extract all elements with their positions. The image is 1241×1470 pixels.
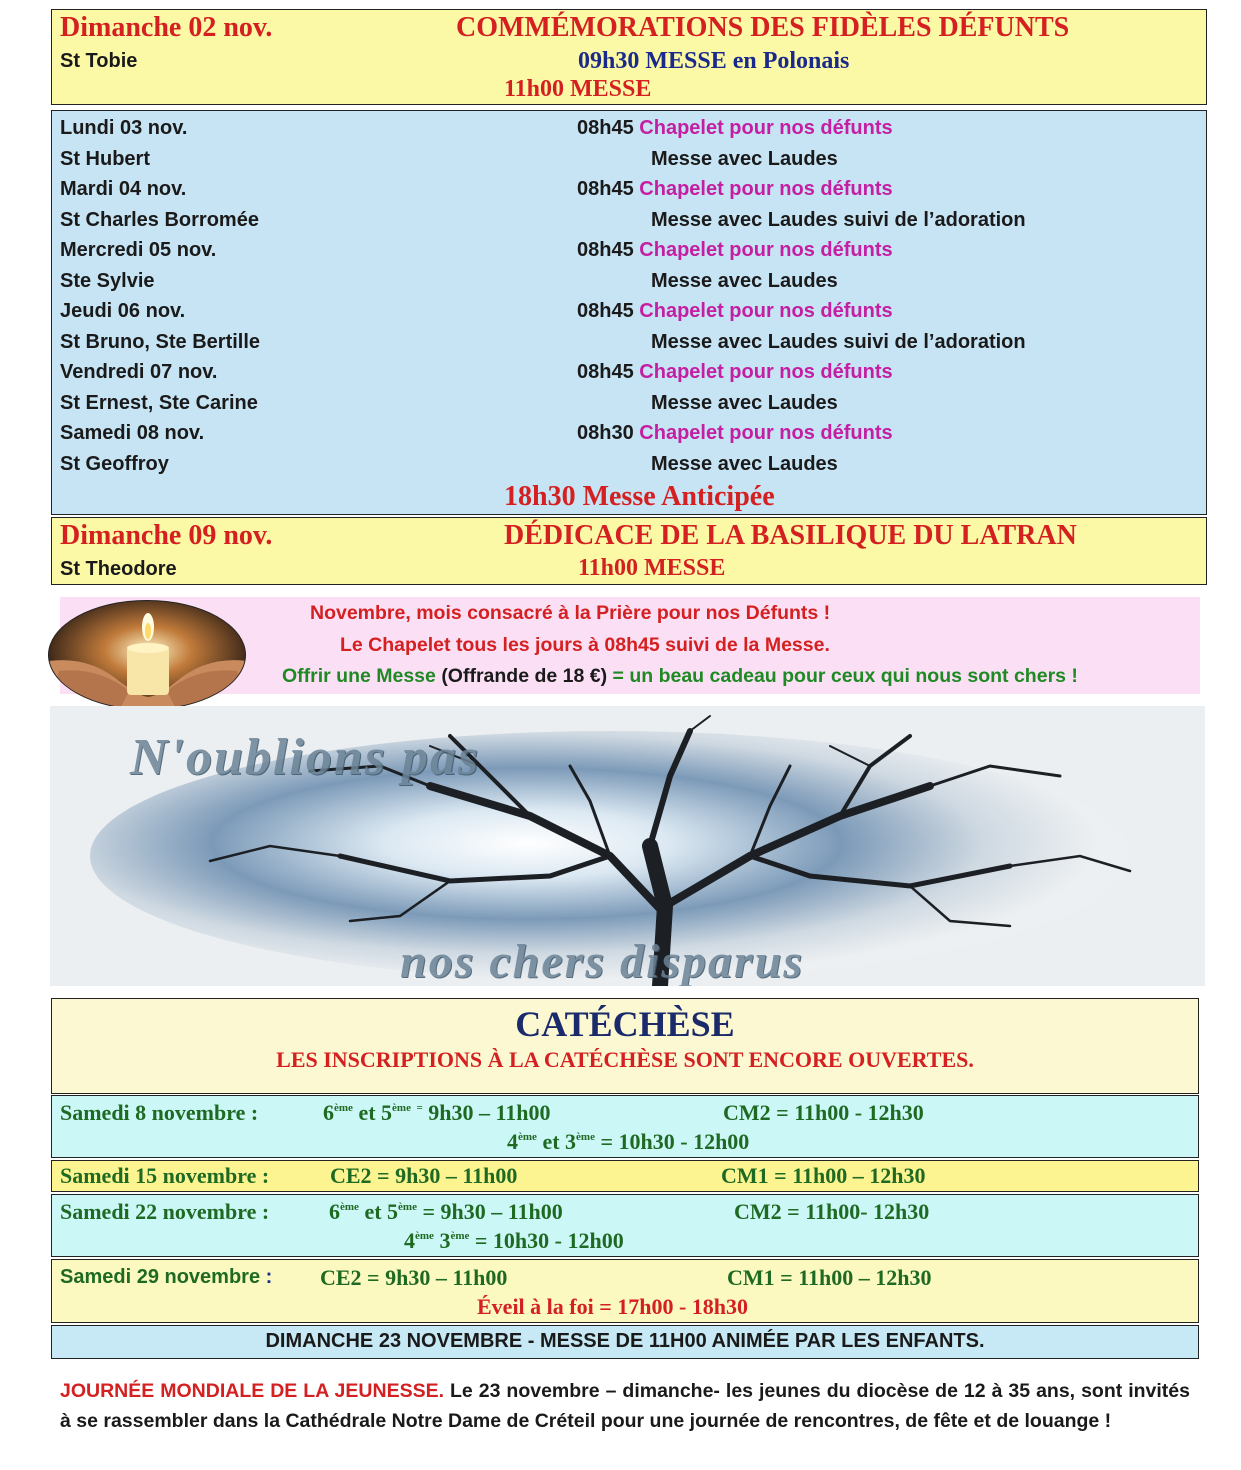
rosary-time-row [577,296,893,326]
mass-label: Messe avec Laudes [651,148,838,170]
sunday-date: Dimanche 09 nov. [60,520,273,551]
weekday-saint: Ste Sylvie [60,270,155,292]
grade-suffix: ème [518,1131,537,1143]
row-date: Samedi 22 novembre : [60,1199,270,1224]
grade-suffix: ème [340,1201,359,1213]
row-groups-2 [507,1129,749,1155]
time-range: = 10h30 - 12h00 [600,1129,750,1154]
jmj-title: JOURNÉE MONDIALE DE LA JEUNESSE. [60,1380,445,1402]
row-cm: CM1 = 11h00 – 12h30 [721,1163,926,1188]
mass-label: Messe avec Laudes suivi de l’adoration [651,209,1026,231]
weekday-schedule [51,110,1207,515]
mass-label: Messe avec Laudes [651,453,838,475]
mass-label: Messe avec Laudes [651,392,838,414]
and-word: et [364,1199,382,1224]
grade: 4 [507,1129,518,1154]
rosary-time-row [577,113,893,143]
weekday-saint: St Bruno, Ste Bertille [60,331,261,353]
rosary-time-row [577,357,893,387]
rosary-label: Chapelet pour nos défunts [639,300,893,322]
sunday-date: Dimanche 02 nov. [60,12,273,43]
tree-bottom-text: nos chers disparus [400,935,805,986]
rosary-label: Chapelet pour nos défunts [639,117,893,139]
grade-suffix: ème [334,1102,353,1114]
row-cm: CM1 = 11h00 – 12h30 [727,1265,932,1290]
offer-mass: Offrir une Messe [282,665,436,687]
offering-amount: (Offrande de 18 €) [441,665,608,687]
rosary-time-row [577,235,893,265]
offer-gift: = un beau cadeau pour ceux qui nous sont chers ! [612,665,1078,687]
mass-label: Messe avec Laudes suivi de l’adoration [651,331,1026,353]
saint-name: St Tobie [60,50,138,72]
rosary-time: 08h45 [577,239,634,261]
row-date: Samedi 15 novembre : [60,1163,270,1188]
dimanche-23-text: DIMANCHE 23 NOVEMBRE - MESSE DE 11H00 ANIMÉE PAR LES ENFANTS. [265,1330,985,1352]
rosary-label: Chapelet pour nos défunts [639,239,893,261]
row-colon: : [265,1266,273,1288]
catechese-row-sat22 [51,1194,1199,1257]
catechese-subtitle: LES INSCRIPTIONS À LA CATÉCHÈSE SONT ENCORE OUVERTES. [276,1047,974,1072]
rosary-time: 08h45 [577,117,634,139]
row-ce: CE2 = 9h30 – 11h00 [330,1163,518,1188]
weekday-date: Jeudi 06 nov. [60,300,186,322]
row-eveil: Éveil à la foi = 17h00 - 18h30 [477,1294,749,1319]
tree-memorial-image [50,706,1205,986]
anticipated-mass: 18h30 Messe Anticipée [504,481,775,512]
row-cm: CM2 = 11h00 - 12h30 [723,1100,924,1125]
grade-suffix: ème [398,1201,417,1213]
jmj-paragraph [60,1376,1190,1436]
time-range: = 9h30 – 11h00 [422,1199,563,1224]
main-mass: 11h00 MESSE [504,76,652,102]
dimanche-23-banner [51,1325,1199,1359]
rosary-time-row [577,418,893,448]
rosary-time: 08h45 [577,361,634,383]
candle-icon [49,601,246,710]
grade: 4 [404,1228,415,1253]
mass-label: Messe avec Laudes [651,270,838,292]
grade: 3 [565,1129,577,1154]
grade-suffix: ème [576,1131,595,1143]
sunday-09-block [51,517,1207,585]
catechese-header [51,998,1199,1094]
candle-hands-image [48,600,246,710]
row-ce: CE2 = 9h30 – 11h00 [320,1265,508,1290]
catechese-row-sat29 [51,1259,1199,1323]
grade-suffix: ème [392,1102,411,1114]
rosary-time: 08h30 [577,422,634,444]
row-date-text: Samedi 29 novembre [60,1266,266,1288]
november-line3 [282,665,1078,688]
time-range: 9h30 – 11h00 [428,1100,551,1125]
grade: 6 [323,1100,334,1125]
feast-title: DÉDICACE DE LA BASILIQUE DU LATRAN [504,520,1077,551]
row-groups [323,1100,551,1126]
catechese-title: CATÉCHÈSE [515,1004,735,1044]
and-word: et [358,1100,376,1125]
equals-sign: = [416,1102,423,1114]
november-line2: Le Chapelet tous les jours à 08h45 suivi de la Messe. [340,634,830,656]
rosary-time: 08h45 [577,178,634,200]
row-groups [329,1199,563,1225]
weekday-saint: St Geoffroy [60,453,169,475]
polish-mass: 09h30 MESSE en Polonais [578,48,850,74]
row-date [60,1266,272,1289]
weekday-date: Vendredi 07 nov. [60,361,218,383]
main-mass: 11h00 MESSE [578,555,726,581]
grade-suffix: ème [415,1230,434,1242]
weekday-saint: St Hubert [60,148,150,170]
grade: 5 [381,1100,393,1125]
jmj-body: Le 23 novembre – dimanche- les jeunes du diocèse de 12 à 35 ans, sont invités à se rassembler dans la Cathédrale Notre Dame de Créteil pour une journée de rencontres, de fête et de louange ! [60,1380,1190,1432]
november-line1: Novembre, mois consacré à la Prière pour nos Défunts ! [310,602,831,624]
rosary-time: 08h45 [577,300,634,322]
row-date: Samedi 8 novembre : [60,1100,259,1125]
rosary-time-row [577,174,893,204]
catechese-row-sat8 [51,1095,1199,1158]
rosary-label: Chapelet pour nos défunts [639,422,893,444]
weekday-date: Mercredi 05 nov. [60,239,217,261]
rosary-label: Chapelet pour nos défunts [639,178,893,200]
feast-title: COMMÉMORATIONS DES FIDÈLES DÉFUNTS [456,12,1070,43]
weekday-date: Lundi 03 nov. [60,117,188,139]
sunday-02-block [51,9,1207,105]
grade: 3 [439,1228,451,1253]
weekday-date: Samedi 08 nov. [60,422,205,444]
grade: 5 [387,1199,399,1224]
grade-suffix: ème [450,1230,470,1242]
weekday-date: Mardi 04 nov. [60,178,187,200]
tree-top-text: N'oublions pas [130,729,481,786]
weekday-saint: St Ernest, Ste Carine [60,392,258,414]
and-word: et [542,1129,560,1154]
saint-name: St Theodore [60,558,177,580]
catechese-row-sat15 [51,1160,1199,1192]
time-range: = 10h30 - 12h00 [474,1228,624,1253]
row-cm: CM2 = 11h00- 12h30 [734,1199,930,1224]
row-groups-2 [404,1228,624,1254]
weekday-saint: St Charles Borromée [60,209,259,231]
rosary-label: Chapelet pour nos défunts [639,361,893,383]
grade: 6 [329,1199,340,1224]
